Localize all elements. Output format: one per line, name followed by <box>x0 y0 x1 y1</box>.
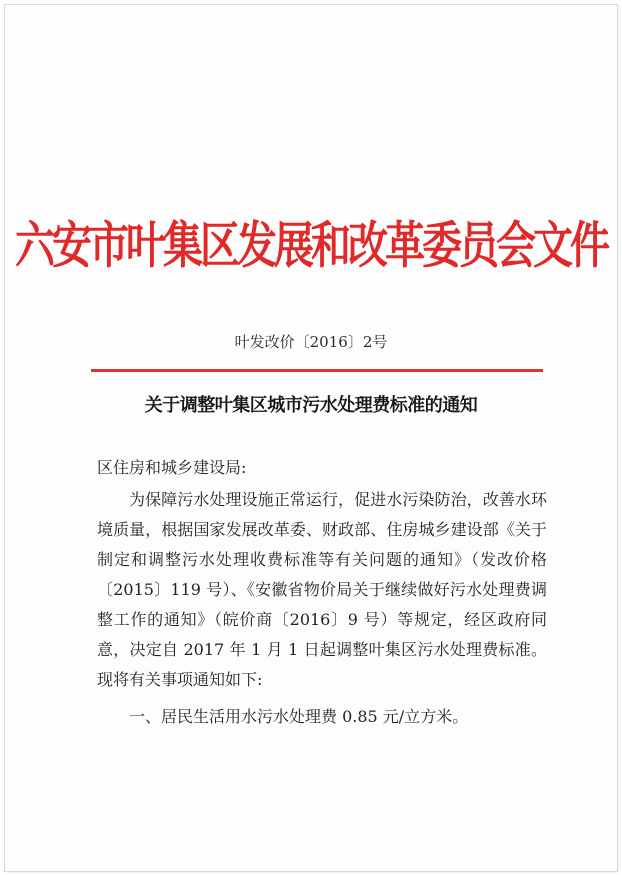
document-number: 叶发改价〔2016〕2号 <box>234 333 388 351</box>
body-paragraph: 为保障污水处理设施正常运行，促进水污染防治，改善水环境质量，根据国家发展改革委、财政部、住房城乡建设部《关于制定和调整污水处理收费标准等有关问题的通知》（发改价格〔2015〕119 号）、《安徽省物价局关于继续做好污水处理费调整工作的通知》（皖价商〔2016〕9 号）等规定，经区政府同意，决定自 2017 年 1 月 1 日起调整叶集区污水处理费标准。现将有关事项通知如下: <box>97 490 547 689</box>
red-divider-line <box>91 369 543 372</box>
document-page <box>4 4 618 872</box>
addressee: 区住房和城乡建设局: <box>97 458 247 477</box>
document-title: 关于调整叶集区城市污水处理费标准的通知 <box>144 395 478 416</box>
list-item: 一、居民生活用水污水处理费 0.85 元/立方米。 <box>129 707 469 726</box>
document-header: 六安市叶集区发展和改革委员会文件 <box>15 216 607 275</box>
